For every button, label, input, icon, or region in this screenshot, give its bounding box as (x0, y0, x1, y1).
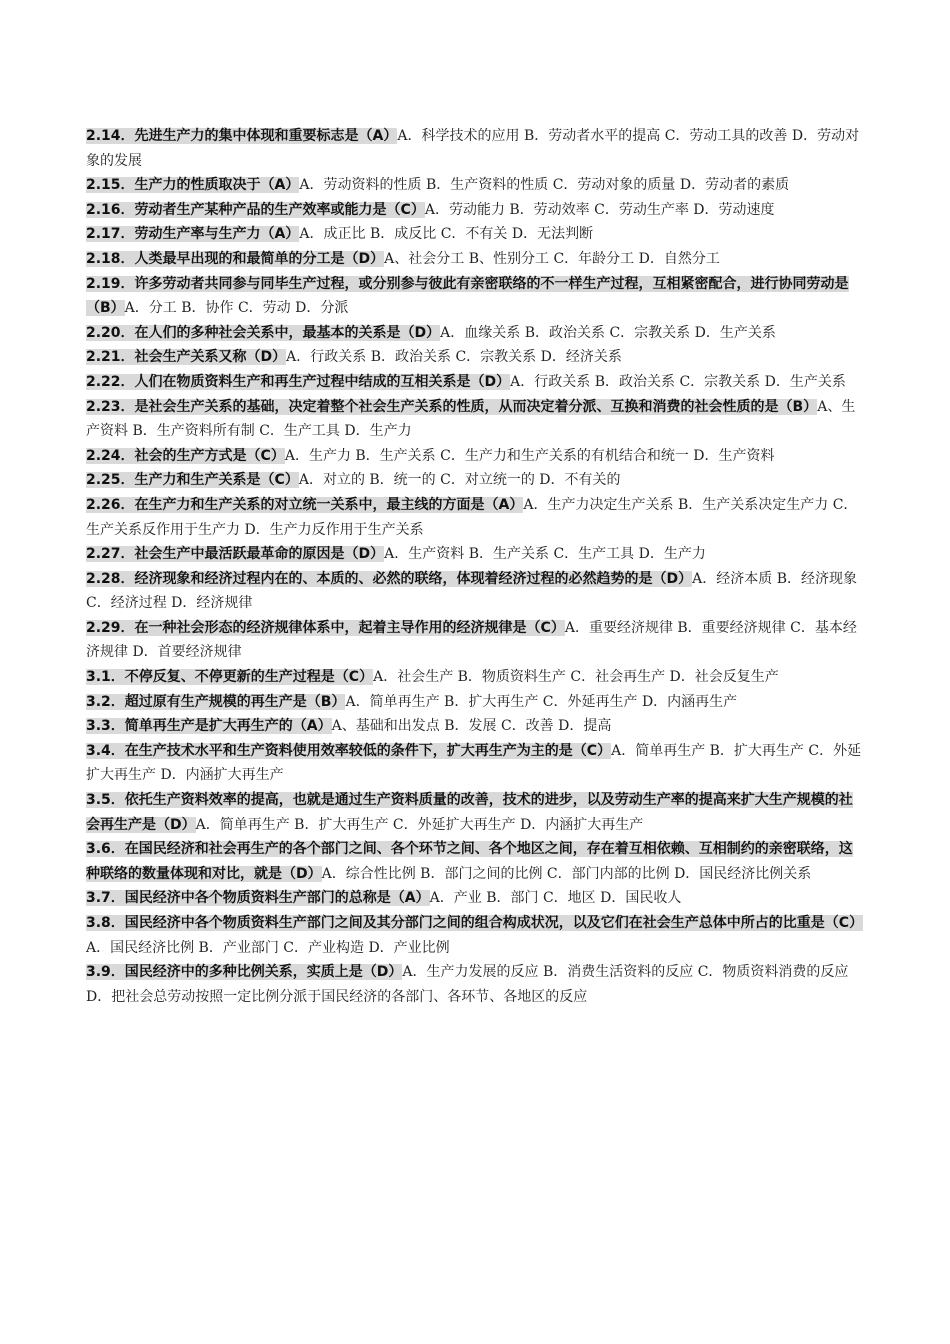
question-item (86, 542, 866, 567)
question-options: A．生产力决定生产关系 B．生产关系决定生产力 C．生产关系反作用于生产力 D．生产力反作用于生产关系 (86, 496, 858, 538)
question-options: A．生产资料 B．生产关系 C．生产工具 D．生产力 (384, 546, 706, 563)
question-stem: 3.6．在国民经济和社会再生产的各个部门之间、各个环节之间、各个地区之间，存在着互相依赖、互相制约的亲密联络，这种联络的数量体现和对比，就是（D） (86, 841, 853, 882)
question-options: A．行政关系 B．政治关系 C．宗教关系 D．生产关系 (510, 373, 846, 390)
question-stem: 3.3．简单再生产是扩大再生产的（A） (86, 718, 332, 735)
question-item (86, 444, 866, 469)
question-item (86, 370, 866, 395)
question-item (86, 321, 866, 346)
question-stem: 3.9．国民经济中的多种比例关系，实质上是（D） (86, 964, 403, 981)
question-options: A．科学技术的应用 B．劳动者水平的提高 C．劳动工具的改善 D．劳动对象的发展 (86, 128, 860, 169)
question-options: A、基础和出发点 B．发展 C．改善 D．提高 (331, 718, 612, 735)
question-item (86, 493, 866, 542)
question-options: A．国民经济比例 B．产业部门 C．产业构造 D．产业比例 (86, 939, 450, 956)
question-options: A．劳动资料的性质 B．生产资料的性质 C．劳动对象的质量 D．劳动者的素质 (299, 177, 790, 194)
question-options: A．综合性比例 B．部门之间的比例 C．部门内部的比例 D．国民经济比例关系 (321, 865, 812, 882)
question-stem: 2.17．劳动生产率与生产力（A） (86, 226, 300, 243)
question-options: A．生产力 B．生产关系 C．生产力和生产关系的有机结合和统一 D．生产资料 (284, 447, 775, 464)
question-options: A．社会生产 B．物质资料生产 C．社会再生产 D．社会反复生产 (373, 669, 779, 686)
question-stem: 2.25．生产力和生产关系是（C） (86, 472, 299, 489)
question-options: A．简单再生产 B．扩大再生产 C．外延扩大再生产 D．内涵扩大再生产 (86, 742, 862, 784)
question-options: A．重要经济规律 B．重要经济规律 C．基本经济规律 D．首要经济规律 (86, 619, 857, 661)
question-options: A．劳动能力 B．劳动效率 C．劳动生产率 D．劳动速度 (424, 201, 775, 218)
question-options: A．产业 B．部门 C．地区 D．国民收人 (429, 890, 682, 907)
question-item (86, 345, 866, 370)
question-options: A．血缘关系 B．政治关系 C．宗教关系 D．生产关系 (440, 324, 776, 341)
question-options: A．对立的 B．统一的 C．对立统一的 D．不有关的 (298, 472, 621, 489)
question-stem: 2.24．社会的生产方式是（C） (86, 447, 285, 464)
question-stem: 2.23．是社会生产关系的基础，决定着整个社会生产关系的性质，从而决定着分派、互换和消费的社会性质的是（B） (86, 398, 818, 415)
question-stem: 2.27．社会生产中最活跃最革命的原因是（D） (86, 546, 385, 563)
question-item (86, 739, 866, 788)
question-item (86, 960, 866, 1009)
question-options: A．经济本质 B．经济现象 C．经济过程 D．经济规律 (86, 570, 858, 612)
question-item (86, 124, 866, 173)
question-stem: 2.18．人类最早出现的和最简单的分工是（D） (86, 250, 385, 267)
question-options: A、生产资料 B．生产资料所有制 C．生产工具 D．生产力 (86, 398, 856, 440)
question-item (86, 222, 866, 247)
question-stem: 3.2．超过原有生产规模的再生产是（B） (86, 693, 346, 710)
question-stem: 3.4．在生产技术水平和生产资料使用效率较低的条件下，扩大再生产为主的是（C） (86, 742, 612, 759)
question-stem: 2.26．在生产力和生产关系的对立统一关系中，最主线的方面是（A） (86, 496, 524, 513)
question-item (86, 272, 866, 321)
question-item (86, 468, 866, 493)
question-item (86, 788, 866, 837)
question-stem: 2.20．在人们的多种社会关系中，最基本的关系是（D） (86, 324, 441, 341)
question-options: A、社会分工 B、性别分工 C．年龄分工 D．自然分工 (384, 250, 720, 267)
question-stem: 3.8．国民经济中各个物质资料生产部门之间及其分部门之间的组合构成状况，以及它们在社会生产总体中所占的比重是（C） (86, 915, 864, 931)
question-stem: 2.16．劳动者生产某种产品的生产效率或能力是（C） (86, 201, 425, 218)
question-options: A．成正比 B．成反比 C．不有关 D．无法判断 (299, 226, 594, 243)
question-stem: 3.7．国民经济中各个物质资料生产部门的总称是（A） (86, 890, 430, 907)
question-item (86, 665, 866, 690)
question-item (86, 911, 866, 960)
question-item (86, 247, 866, 272)
question-item (86, 837, 866, 886)
question-stem: 3.5．依托生产资料效率的提高，也就是通过生产资料质量的改善，技术的进步，以及劳动生产率的提高来扩大生产规模的社会再生产是（D） (86, 792, 853, 833)
question-item (86, 690, 866, 715)
question-options: A．简单再生产 B．扩大再生产 C．外延扩大再生产 D．内涵扩大再生产 (195, 816, 644, 833)
question-stem: 2.15．生产力的性质取决于（A） (86, 177, 300, 194)
question-stem: 2.22．人们在物质资料生产和再生产过程中结成的互相关系是（D） (86, 373, 511, 390)
question-item (86, 714, 866, 739)
question-stem: 2.19．许多劳动者共同参与同毕生产过程，或分别参与彼此有亲密联络的不一样生产过程，互相紧密配合，进行协同劳动是（B） (86, 275, 849, 317)
question-stem: 3.1．不停反复、不停更新的生产过程是（C） (86, 669, 374, 686)
question-options: A．生产力发展的反应 B．消费生活资料的反应 C．物质资料消费的反应 D．把社会总劳动按照一定比例分派于国民经济的各部门、各环节、各地区的反应 (86, 964, 849, 1005)
question-item (86, 567, 866, 616)
question-item (86, 886, 866, 911)
question-stem: 2.21．社会生产关系又称（D） (86, 349, 287, 366)
question-stem: 2.14．先进生产力的集中体现和重要标志是（A） (86, 128, 398, 144)
question-item (86, 616, 866, 665)
question-list (86, 124, 866, 1009)
question-item (86, 395, 866, 444)
question-stem: 2.29．在一种社会形态的经济规律体系中，起着主导作用的经济规律是（C） (86, 619, 565, 636)
question-item (86, 173, 866, 198)
question-stem: 2.28．经济现象和经济过程内在的、本质的、必然的联络，体现着经济过程的必然趋势的是（D） (86, 570, 693, 587)
question-item (86, 198, 866, 223)
question-options: A．简单再生产 B．扩大再生产 C．外延再生产 D．内涵再生产 (345, 693, 738, 710)
question-options: A．行政关系 B．政治关系 C．宗教关系 D．经济关系 (286, 349, 622, 366)
question-options: A．分工 B．协作 C．劳动 D．分派 (124, 300, 349, 317)
